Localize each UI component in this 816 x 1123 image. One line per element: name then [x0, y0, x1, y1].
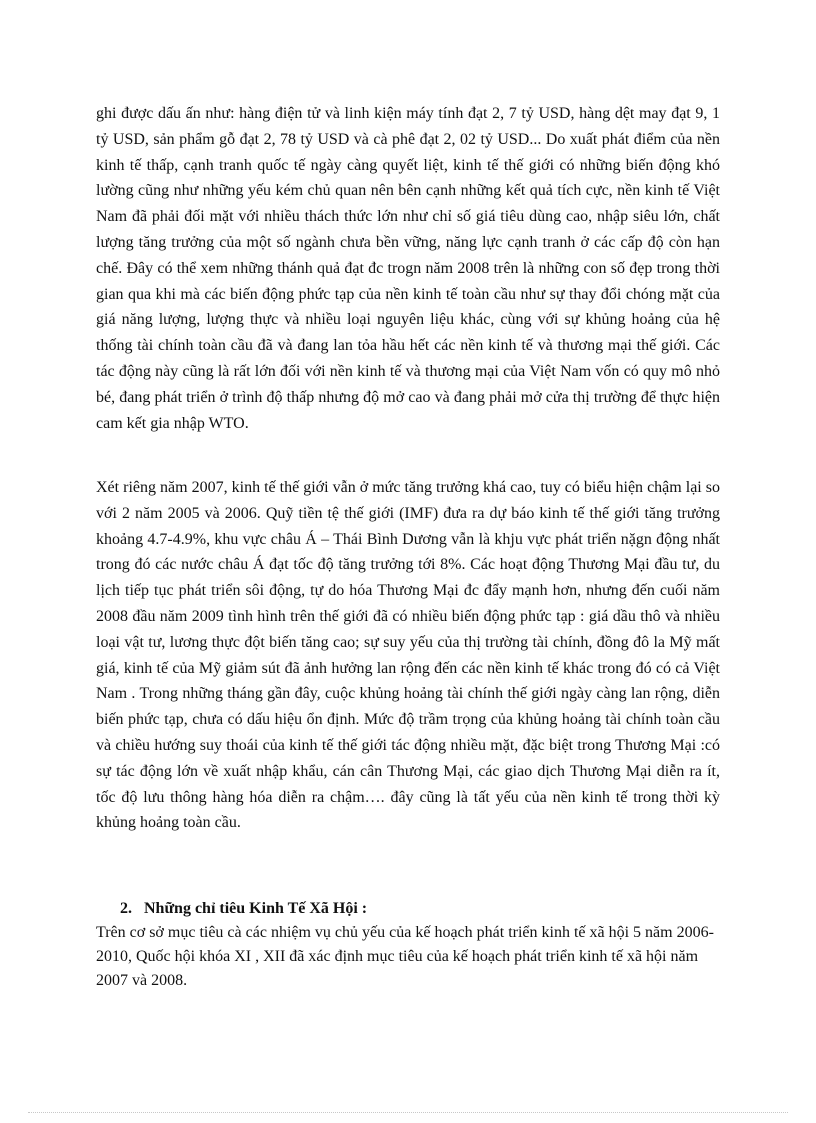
section-title: Những chỉ tiêu Kinh Tế Xã Hội :: [144, 900, 368, 917]
page-bottom-border: [28, 1112, 788, 1113]
section-heading: [120, 897, 367, 921]
section-body-paragraph: Trên cơ sở mục tiêu cà các nhiệm vụ chủ yếu của kế hoạch phát triển kinh tế xã hội 5 năm 2006-2010, Quốc hội khóa XI , XII đã xác định mục tiêu của kế hoạch phát triển kinh tế xã hội năm 2007 và 2008.: [96, 924, 714, 989]
body-paragraph-1: ghi được dấu ấn như: hàng điện tử và linh kiện máy tính đạt 2, 7 tỷ USD, hàng dệt may đạt 9, 1 tỷ USD, sản phẩm gỗ đạt 2, 78 tỷ USD và cà phê đạt 2, 02 tỷ USD... Do xuất phát điểm của nền kinh tế thấp, cạnh tranh quốc tế ngày càng quyết liệt, kinh tế thế giới có những biến động khó lường cũng như những yếu kém chủ quan nên bên cạnh những kết quả tích cực, nền kinh tế Việt Nam đã phải đối mặt với nhiều thách thức lớn như chỉ số giá tiêu dùng cao, nhập siêu lớn, chất lượng tăng trưởng của một số ngành chưa bền vững, năng lực cạnh tranh ở các cấp độ còn hạn chế. Đây có thể xem những thánh quả đạt đc trogn năm 2008 trên là những con số đẹp trong thời gian qua khi mà các biến động phức tạp của nền kinh tế toàn cầu như sự thay đổi chóng mặt của giá năng lượng, lượng thực và nhiều loại nguyên liệu khác, cùng với sự khủng hoảng của hệ thống tài chính toàn cầu đã và đang lan tỏa hầu hết các nền kinh tế và thương mại thế giới. Các tác động này cũng là rất lớn đối với nền kinh tế và thương mại của Việt Nam vốn có quy mô nhỏ bé, đang phát triển ở trình độ thấp nhưng độ mở cao và đang phải mở cửa thị trường để thực hiện cam kết gia nhập WTO.: [96, 105, 720, 432]
section-number: 2.: [120, 900, 132, 917]
body-paragraph-2: Xét riêng năm 2007, kinh tế thế giới vẫn ở mức tăng trưởng khá cao, tuy có biểu hiện chậm lại so với 2 năm 2005 và 2006. Quỹ tiền tệ thế giới (IMF) đưa ra dự báo kinh tế thế giới tăng trưởng khoảng 4.7-4.9%, khu vực châu Á – Thái Bình Dương vẫn là khju vực phát triển nặgn động nhất trong đó các nước châu Á đạt tốc độ tăng trưởng tới 8%. Các hoạt động Thương Mại đầu tư, du lịch tiếp tục phát triển sôi động, tự do hóa Thương Mại đc đẩy mạnh hơn, nhưng đến cuối năm 2008 đầu năm 2009 tình hình trên thế giới đã có nhiều biến động phức tạp : giá dầu thô và nhiều loại vật tư, lương thực đột biến tăng cao; sự suy yếu của thị trường tài chính, đồng đô la Mỹ mất giá, kinh tế của Mỹ giảm sút đã ảnh hưởng lan rộng đến các nền kinh tế khác trong đó có cả Việt Nam . Trong những tháng gần đây, cuộc khủng hoảng tài chính thế giới ngày càng lan rộng, diễn biến phức tạp, chưa có dấu hiệu ổn định. Mức độ trầm trọng của khủng hoảng tài chính toàn cầu và chiều hướng suy thoái của kinh tế thế giới tác động nhiều mặt, đặc biệt trong Thương Mại :có sự tác động lớn về xuất nhập khẩu, cán cân Thương Mại, các giao dịch Thương Mại diễn ra ít, tốc độ lưu thông hàng hóa diễn ra chậm…. đây cũng là tất yếu của nền kinh tế trong thời kỳ khủng hoảng toàn cầu.: [96, 479, 720, 832]
